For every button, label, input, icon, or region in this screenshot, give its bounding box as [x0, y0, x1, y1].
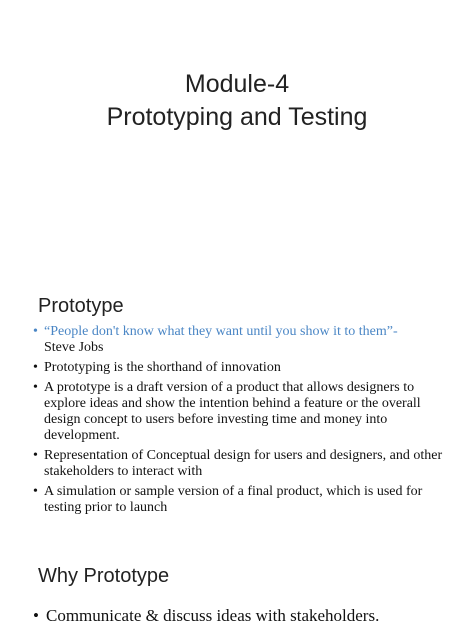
slide-heading-why-prototype: Why Prototype [38, 565, 170, 587]
slide-heading-prototype: Prototype [38, 295, 124, 317]
list-item-text: A simulation or sample version of a final product, which is used for testing prior to launch [44, 484, 423, 515]
page-title [0, 68, 474, 134]
list-item-text: Prototyping is the shorthand of innovation [44, 360, 281, 375]
list-item-text: Communicate & discuss ideas with stakeholders. [46, 606, 380, 625]
list-item-text: Representation of Conceptual design for users and designers, and other stakeholders to interact with [44, 448, 443, 479]
list-item [33, 606, 453, 626]
list-item [33, 484, 443, 516]
list-item [33, 360, 443, 376]
bullet-list [33, 606, 453, 630]
title-topic: Prototyping and Testing [106, 103, 368, 131]
bullet-icon: • [33, 484, 38, 499]
bullet-icon: • [33, 360, 38, 375]
title-module: Module-4 [184, 70, 290, 98]
slide-why-prototype [0, 548, 474, 632]
list-item [33, 448, 443, 480]
bullet-icon: • [33, 606, 39, 625]
slide-prototype [0, 276, 474, 548]
quote-text: “People don't know what they want until you show it to them”- [44, 324, 398, 339]
bullet-icon: • [33, 324, 38, 339]
bullet-icon: • [33, 448, 38, 463]
bullet-list [33, 324, 443, 520]
list-item [33, 380, 443, 444]
list-item-text: A prototype is a draft version of a product that allows designers to explore ideas and show the intention behind a feature or the overall design concept to users before investing time and money into development. [44, 380, 421, 443]
list-item-quote [33, 324, 443, 356]
quote-author: Steve Jobs [44, 340, 104, 355]
slide-title [0, 0, 474, 276]
bullet-icon: • [33, 380, 38, 395]
